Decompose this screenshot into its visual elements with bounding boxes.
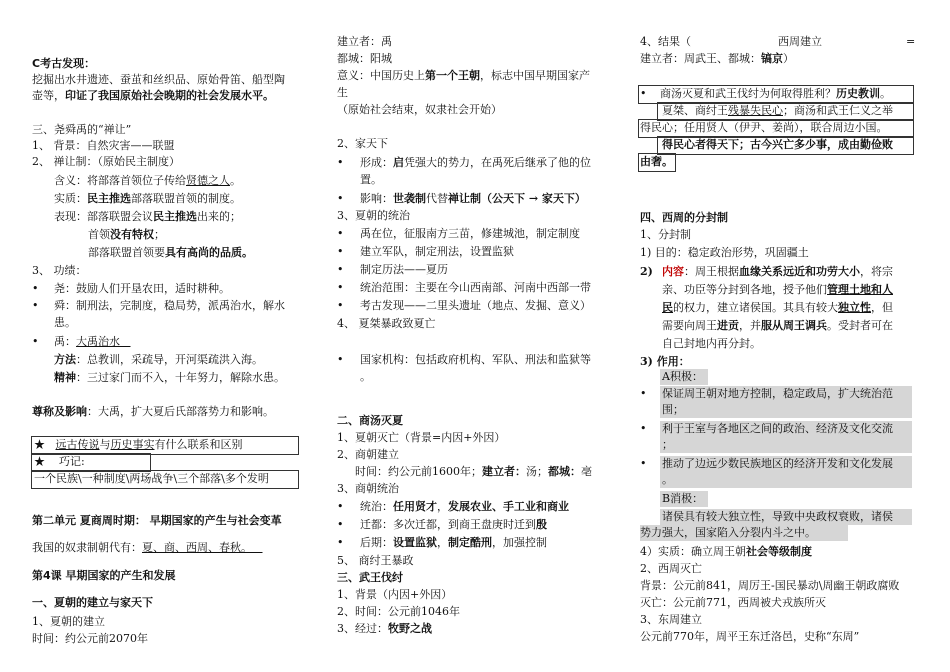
text-line: 灭亡：公元前771，西周被犬戎族所灭 (640, 596, 826, 609)
tip-line: ★ 远古传说与历史事实有什么联系和区别 (34, 438, 243, 451)
bullet: • (640, 457, 647, 470)
section-title: 一、夏朝的建立与家天下 (32, 596, 153, 609)
text-line: 1、夏朝的建立 (32, 615, 105, 628)
text-line: 迁都：多次迁都，到商王盘庚时迁到殷 (360, 518, 547, 531)
text-line: 2、时间：公元前1046年 (337, 605, 460, 618)
text-line: 2、家天下 (337, 137, 388, 150)
section-title: 四、西周的分封制 (640, 211, 728, 224)
text-line: 1、 背景：自然灾害——联盟 (32, 139, 175, 152)
text-line: 亲、功臣等分封到各地，授予他们管理土地和人 (662, 283, 893, 296)
answer-line: 由奢。 (640, 155, 673, 168)
bullet: • (337, 227, 344, 240)
bullet: • (337, 192, 344, 205)
text-line: 2、西周灭亡 (640, 562, 702, 575)
text-line: 5、 商纣王暴政 (337, 554, 414, 567)
text-line: 形成：启凭强大的势力，在禹死后继承了他的位 (360, 156, 591, 169)
text-line: 3、夏朝的统治 (337, 209, 410, 222)
answer-line: 夏桀、商纣王残暴失民心；商汤和武王仁义之举 (662, 104, 893, 117)
text-line: 诸侯具有较大独立性，导致中央政权衰败，诸侯 (662, 510, 893, 523)
text-line: 1) 目的：稳定政治形势，巩固疆土 (640, 246, 809, 259)
bullet: • (32, 282, 39, 295)
lesson-title: 第4课 早期国家的产生和发展 (32, 569, 176, 582)
text-line: 利于王室与各地区之间的政治、经济及文化交流 (662, 422, 893, 435)
text-line: 考古发现——二里头遗址（地点、发掘、意义） (360, 299, 591, 312)
text-line: 需要向周王进贡，并服从周王调兵。受封者可在 (662, 319, 893, 332)
bullet: • (337, 353, 344, 366)
tip-line: 一个民族\一种制度\两场战争\三个部落\多个发明 (34, 472, 269, 485)
text-line: 生 (337, 86, 348, 99)
text-line: 。 (360, 370, 371, 383)
kaogu-line: 壶等，印证了我国原始社会晚期的社会发展水平。 (32, 89, 274, 102)
text-line: 舜：制刑法，完制度，稳局势，派禹治水，解水 (54, 299, 285, 312)
bullet: • (337, 299, 344, 312)
list-num: 2) (640, 265, 653, 278)
bullet: • (32, 299, 39, 312)
text-line: 国家机构：包括政府机构、军队、刑法和监狱等 (360, 353, 591, 366)
bullet: • (337, 518, 344, 531)
bullet: • (337, 263, 344, 276)
text-line: A积极： (662, 370, 703, 383)
bullet: • (337, 156, 344, 169)
section-title: 二、商汤灭夏 (337, 414, 403, 427)
text-line: 后期：设置监狱，制定酷刑，加强控制 (360, 536, 547, 549)
text-line: 民的权力，建立诸侯国。其具有较大独立性，但 (662, 301, 893, 314)
text-line: 禹：大禹治水 (54, 335, 120, 348)
text-line: 保证周王朝对地方控制，稳定政局，扩大统治范 (662, 387, 893, 400)
answer-line: 得民心者得天下；古今兴亡多少事，成由勤俭败 (662, 138, 893, 151)
text-line: 势力强大，国家陷入分裂内斗之中。 (640, 526, 816, 539)
text-line: 尧：鼓励人们开垦农田，适时耕种。 (54, 282, 230, 295)
text-line: 患。 (54, 316, 76, 329)
text-line: 制定历法——夏历 (360, 263, 448, 276)
text-line: = (906, 35, 916, 48)
text-line: （原始社会结束，奴隶社会开始） (337, 103, 502, 116)
question-line: 商汤灭夏和武王伐纣为何取得胜利？历史教训。 (660, 87, 891, 100)
text-line: 背景：公元前841，周厉王-国民暴动\周幽王朝政腐败 (640, 579, 900, 592)
text-line: 3、 功绩： (32, 264, 87, 277)
section-title: 三、武王伐纣 (337, 571, 403, 584)
text-line: 置。 (360, 173, 382, 186)
bullet: • (640, 422, 647, 435)
text-line: 精神：三过家门而不入，十年努力，解除水患。 (54, 371, 285, 384)
text-line: ； (662, 438, 673, 451)
bullet: • (32, 335, 39, 348)
kaogu-line: 挖掘出水井遗迹、蚕茧和丝织品、原始骨笛、船型陶 (32, 73, 285, 86)
bullet: • (337, 281, 344, 294)
text-line: 含义：将部落首领位子传给贤德之人。 (54, 174, 241, 187)
text-line: 4）实质：确立周王朝社会等级制度 (640, 545, 812, 558)
text-line: 实质：民主推选部落联盟首领的制度。 (54, 192, 241, 205)
text-line: 时间：约公元前2070年 (32, 632, 148, 645)
text-line: 。 (662, 473, 673, 486)
text-line: 尊称及影响：大禹，扩大夏后氏部落势力和影响。 (32, 405, 274, 418)
text-line: 围； (662, 403, 684, 416)
text-line: 都城：阳城 (337, 52, 392, 65)
text-line: 3) 作用： (640, 355, 690, 368)
text-line: 统治：任用贤才，发展农业、手工业和商业 (360, 500, 569, 513)
text-line: 2、 禅让制：（原始民主制度） (32, 155, 180, 168)
section-title: 三、尧舜禹的“禅让” (32, 123, 132, 136)
text-line: 禹在位，征服南方三苗，修建城池，制定制度 (360, 227, 580, 240)
text-line: 我国的奴隶制朝代有：夏、商、西周、春秋。 (32, 541, 252, 554)
text-line: 时间：约公元前1600年；建立者：汤；都城：亳 (355, 465, 592, 478)
unit-title: 第二单元 夏商周时期： 早期国家的产生与社会变革 (32, 514, 282, 527)
text-line: 建立者：禹 (337, 35, 392, 48)
text-line: 建立者：周武王、都城：镐京） (640, 52, 794, 65)
text-line: 3、商朝统治 (337, 482, 399, 495)
text-line: 意义：中国历史上第一个王朝，标志中国早期国家产 (337, 69, 590, 82)
text-line: 1、分封制 (640, 228, 691, 241)
text-line: 3、东周建立 (640, 613, 702, 626)
text-line: 西周建立 (778, 35, 822, 48)
kaogu-title: C考古发现： (32, 57, 96, 70)
text-line: 2、商朝建立 (337, 448, 399, 461)
text-line: 自己封地内再分封。 (662, 337, 761, 350)
tip-line: ★ 巧记: (34, 455, 85, 468)
bullet: • (640, 387, 647, 400)
bullet: • (337, 536, 344, 549)
text-line: 推动了边远少数民族地区的经济开发和文化发展 (662, 457, 893, 470)
text-line: 表现：部落联盟会议民主推选出来的； (54, 210, 241, 223)
text-line: 4、 夏桀暴政致夏亡 (337, 317, 436, 330)
text-line: 1、夏朝灭亡（背景=内因+外因） (337, 431, 506, 444)
text-line: 建立军队，制定刑法，设置监狱 (360, 245, 514, 258)
text-line: 内容：周王根据血缘关系远近和功劳大小，将宗 (662, 265, 893, 278)
text-line: 部落联盟首领要具有高尚的品质。 (88, 246, 253, 259)
text-line: B消极： (662, 492, 704, 505)
bullet: • (337, 245, 344, 258)
bullet: • (337, 500, 344, 513)
text-line: 方法：总教训，采疏导，开河渠疏洪入海。 (54, 353, 263, 366)
text-line: 统治范围：主要在今山西南部、河南中西部一带 (360, 281, 591, 294)
text-line: 3、经过：牧野之战 (337, 622, 432, 635)
text-line: 影响：世袭制代替禅让制（公天下 → 家天下） (360, 192, 586, 205)
text-line: 4、结果（ (640, 35, 691, 48)
text-line: 公元前770年，周平王东迁洛邑，史称“东周” (640, 630, 860, 643)
answer-line: 得民心；任用贤人（伊尹、姜尚），联合周边小国。 (640, 121, 888, 134)
bullet: • (640, 87, 647, 100)
text-line: 1、背景（内因+外因） (337, 588, 453, 601)
text-line: 首领没有特权； (88, 228, 165, 241)
